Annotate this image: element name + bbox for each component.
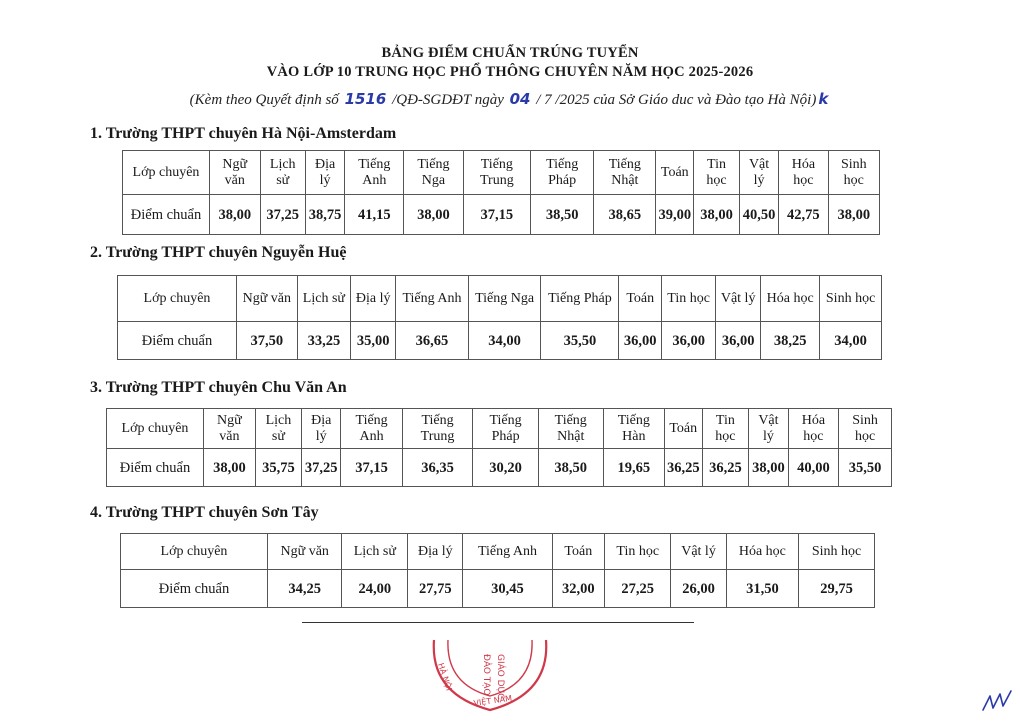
score-cell: 37,15 (463, 195, 531, 235)
subject-cell: Hóa học (761, 276, 820, 322)
score-cell: 37,25 (302, 449, 341, 487)
score-cell: 35,50 (839, 449, 892, 487)
subject-cell: Vật lý (716, 276, 761, 322)
score-cell: 36,00 (716, 322, 761, 360)
score-cell: 40,00 (788, 449, 839, 487)
score-cell: 27,25 (605, 570, 671, 608)
subject-cell: Tiếng Anh (341, 409, 402, 449)
score-cell: 32,00 (552, 570, 604, 608)
subject-cell: Vật lý (749, 409, 788, 449)
subject-cell: Sinh học (828, 151, 879, 195)
subject-cell: Hóa học (788, 409, 839, 449)
subject-cell: Tiếng Nga (404, 151, 463, 195)
subject-cell: Địa lý (302, 409, 341, 449)
score-cell: 38,25 (761, 322, 820, 360)
score-cell: 31,50 (726, 570, 799, 608)
subject-cell: Tiếng Nga (468, 276, 541, 322)
score-cell: 26,00 (671, 570, 726, 608)
score-cell: 41,15 (345, 195, 404, 235)
initial-mark: k (818, 90, 829, 108)
row-label-score: Điểm chuẩn (107, 449, 204, 487)
subject-cell: Địa lý (305, 151, 344, 195)
subject-cell: Tiếng Anh (463, 534, 552, 570)
score-cell: 37,15 (341, 449, 402, 487)
score-cell: 35,75 (255, 449, 301, 487)
score-cell: 34,00 (468, 322, 541, 360)
score-cell: 38,50 (538, 449, 603, 487)
subject-cell: Lịch sử (342, 534, 408, 570)
school-4-heading: 4. Trường THPT chuyên Sơn Tây (90, 504, 319, 521)
subject-cell: Tiếng Pháp (541, 276, 619, 322)
subject-cell: Tiếng Nhật (594, 151, 656, 195)
subject-cell: Lịch sử (297, 276, 351, 322)
school-1-table (122, 150, 880, 235)
subject-cell: Tiếng Pháp (473, 409, 539, 449)
school-3-table (106, 408, 892, 487)
subject-cell: Tiếng Trung (463, 151, 531, 195)
row-label-subject: Lớp chuyên (121, 534, 268, 570)
subtitle-mid1: /QĐ-SGDĐT ngày (388, 92, 508, 108)
score-cell: 24,00 (342, 570, 408, 608)
subject-cell: Toán (619, 276, 662, 322)
subject-cell: Tiếng Anh (396, 276, 469, 322)
document-title-line2: VÀO LỚP 10 TRUNG HỌC PHỔ THÔNG CHUYÊN NĂM HỌC 2025-2026 (266, 64, 754, 80)
subject-cell: Tin học (702, 409, 749, 449)
score-cell: 34,25 (268, 570, 342, 608)
score-cell: 30,45 (463, 570, 552, 608)
subtitle-prefix: (Kèm theo Quyết định số (189, 92, 343, 108)
score-cell: 30,20 (473, 449, 539, 487)
subject-cell: Sinh học (839, 409, 892, 449)
score-cell: 36,65 (396, 322, 469, 360)
score-cell: 35,50 (541, 322, 619, 360)
score-cell: 37,25 (260, 195, 305, 235)
decision-number: 1516 (344, 90, 387, 108)
row-label-score: Điểm chuẩn (121, 570, 268, 608)
subject-cell: Địa lý (408, 534, 463, 570)
row-label-score: Điểm chuẩn (123, 195, 210, 235)
stamp-ring-text: HÀ NỘI (436, 661, 454, 692)
score-cell: 36,00 (619, 322, 662, 360)
subject-cell: Vật lý (739, 151, 778, 195)
subject-cell: Toán (656, 151, 694, 195)
subtitle-mid2: / 7 /2025 của Sở Giáo duc và Đào tạo Hà Nội) (532, 92, 817, 108)
document-subtitle (0, 90, 1020, 109)
school-2-heading: 2. Trường THPT chuyên Nguyễn Huệ (90, 244, 347, 261)
official-stamp-seal (426, 634, 554, 714)
subject-cell: Lịch sử (255, 409, 301, 449)
stamp-ring-text: VIỆT NAM (473, 693, 513, 708)
school-2-table (117, 275, 882, 360)
subject-cell: Lịch sử (260, 151, 305, 195)
subject-cell: Tiếng Pháp (531, 151, 594, 195)
score-cell: 42,75 (779, 195, 828, 235)
subject-cell: Hóa học (726, 534, 799, 570)
stamp-center-text: GIÁO DỤC (495, 654, 505, 700)
score-cell: 34,00 (820, 322, 882, 360)
score-cell: 38,00 (204, 449, 256, 487)
score-cell: 35,00 (351, 322, 396, 360)
score-cell: 38,00 (749, 449, 788, 487)
stamp-center-text: ĐÀO TẠO (481, 654, 491, 696)
subject-cell: Tiếng Hàn (603, 409, 664, 449)
score-cell: 19,65 (603, 449, 664, 487)
subject-cell: Sinh học (799, 534, 875, 570)
score-cell: 40,50 (739, 195, 778, 235)
subject-cell: Ngữ văn (204, 409, 256, 449)
score-cell: 38,00 (210, 195, 261, 235)
footer-divider (302, 622, 694, 623)
document-title-line1: BẢNG ĐIỂM CHUẨN TRÚNG TUYỂN (381, 45, 639, 61)
score-cell: 38,50 (531, 195, 594, 235)
subject-cell: Địa lý (351, 276, 396, 322)
decision-day: 04 (509, 90, 531, 108)
score-cell: 27,75 (408, 570, 463, 608)
handwritten-initials (980, 688, 1016, 714)
subject-cell: Tiếng Trung (402, 409, 473, 449)
row-label-score: Điểm chuẩn (118, 322, 237, 360)
subject-cell: Sinh học (820, 276, 882, 322)
subject-cell: Vật lý (671, 534, 726, 570)
score-cell: 38,00 (404, 195, 463, 235)
row-label-subject: Lớp chuyên (107, 409, 204, 449)
school-4-table (120, 533, 875, 608)
score-cell: 39,00 (656, 195, 694, 235)
score-cell: 38,00 (694, 195, 740, 235)
subject-cell: Ngữ văn (268, 534, 342, 570)
subject-cell: Toán (664, 409, 702, 449)
subject-cell: Ngữ văn (210, 151, 261, 195)
subject-cell: Hóa học (779, 151, 828, 195)
row-label-subject: Lớp chuyên (118, 276, 237, 322)
score-cell: 36,25 (664, 449, 702, 487)
score-cell: 38,00 (828, 195, 879, 235)
subject-cell: Tiếng Nhật (538, 409, 603, 449)
subject-cell: Toán (552, 534, 604, 570)
subject-cell: Tin học (662, 276, 716, 322)
subject-cell: Tin học (694, 151, 740, 195)
score-cell: 38,75 (305, 195, 344, 235)
score-cell: 37,50 (237, 322, 298, 360)
score-cell: 36,35 (402, 449, 473, 487)
score-cell: 38,65 (594, 195, 656, 235)
row-label-subject: Lớp chuyên (123, 151, 210, 195)
score-cell: 33,25 (297, 322, 351, 360)
subject-cell: Tin học (605, 534, 671, 570)
school-3-heading: 3. Trường THPT chuyên Chu Văn An (90, 379, 347, 396)
subject-cell: Tiếng Anh (345, 151, 404, 195)
score-cell: 36,25 (702, 449, 749, 487)
school-1-heading: 1. Trường THPT chuyên Hà Nội-Amsterdam (90, 125, 397, 142)
score-cell: 36,00 (662, 322, 716, 360)
subject-cell: Ngữ văn (237, 276, 298, 322)
score-cell: 29,75 (799, 570, 875, 608)
